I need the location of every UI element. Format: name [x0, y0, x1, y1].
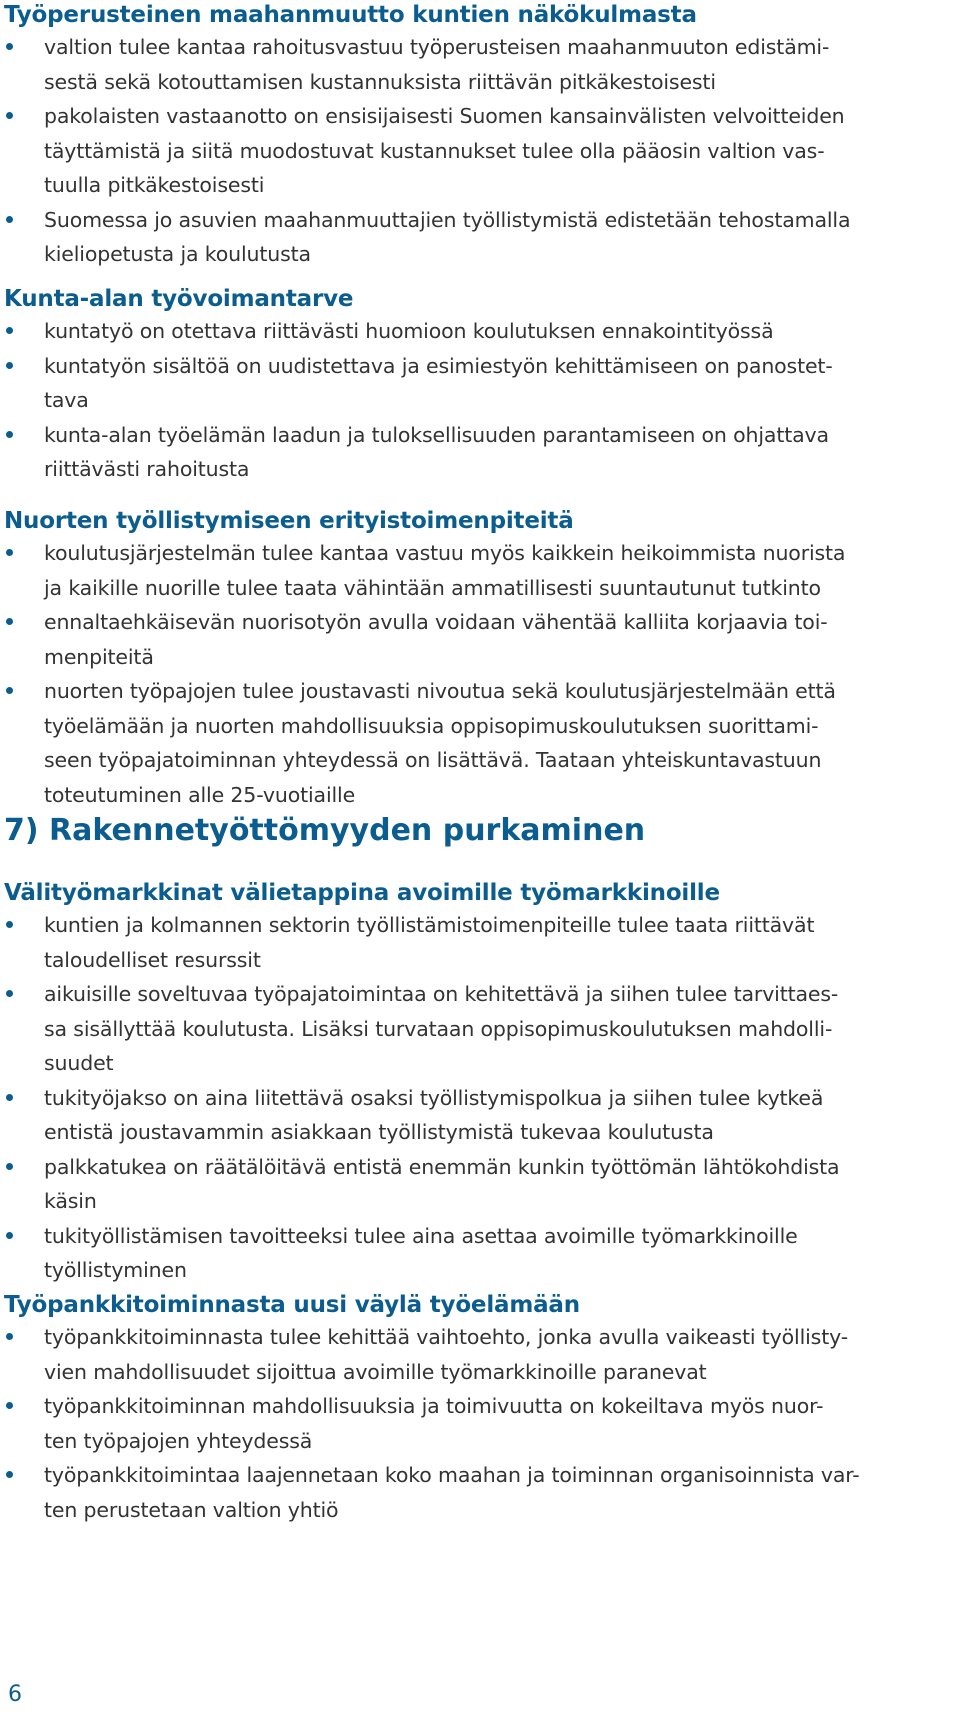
list-item — [0, 30, 960, 99]
bullet-icon — [6, 216, 13, 223]
list-item — [0, 536, 960, 605]
bullet-list — [0, 908, 960, 1288]
section-kunta-ala — [0, 284, 960, 487]
section-heading: Välityömarkkinat välietappina avoimille työmarkkinoille — [4, 880, 720, 906]
item-text-line: nuorten työpajojen tulee joustavasti nivoutua sekä koulutusjärjestelmään että — [44, 679, 836, 703]
chapter-title: 7) Rakennetyöttömyyden purkaminen — [4, 813, 646, 848]
item-text-line: työllistyminen — [44, 1258, 187, 1282]
list-item — [0, 1458, 960, 1527]
item-text-line: Suomessa jo asuvien maahanmuuttajien työllistymistä edistetään tehostamalla — [44, 207, 851, 232]
bullet-icon — [6, 1471, 13, 1478]
bullet-icon — [6, 1232, 13, 1239]
list-item — [0, 1389, 960, 1458]
item-text-line: työpankkitoimintaa laajennetaan koko maahan ja toiminnan organisoinnista var- — [44, 1463, 860, 1487]
item-text-line: riittävästi rahoitusta — [44, 457, 250, 481]
bullet-icon — [6, 1094, 13, 1101]
bullet-icon — [6, 990, 13, 997]
item-text-line: tukityöjakso on aina liitettävä osaksi työllistymispolkua ja siihen tulee kytkeä — [44, 1085, 824, 1110]
bullet-icon — [6, 362, 13, 369]
bullet-list — [0, 536, 960, 812]
item-text-line: palkkatukea on räätälöitävä entistä enemmän kunkin työttömän lähtökohdista — [44, 1154, 840, 1179]
list-item — [0, 1150, 960, 1219]
bullet-icon — [6, 1333, 13, 1340]
list-item — [0, 1320, 960, 1389]
item-text-line: seen työpajatoiminnan yhteydessä on lisättävä. Taataan yhteiskuntavastuun — [44, 748, 822, 772]
item-text-line: suudet — [44, 1051, 114, 1075]
item-text-line: sestä sekä kotouttamisen kustannuksista riittävän pitkäkestoisesti — [44, 69, 716, 94]
section-heading: Työperusteinen maahanmuutto kuntien näkökulmasta — [4, 2, 697, 28]
item-text-line: toteutuminen alle 25-vuotiaille — [44, 782, 356, 807]
section-valityomarkkinat — [0, 878, 960, 1288]
bullet-list — [0, 314, 960, 487]
item-text-line: tuulla pitkäkestoisesti — [44, 173, 265, 197]
list-item — [0, 314, 960, 349]
item-text-line: vien mahdollisuudet sijoittua avoimille työmarkkinoille paranevat — [44, 1359, 707, 1384]
item-text-line: entistä joustavammin asiakkaan työllistymistä tukevaa koulutusta — [44, 1120, 714, 1144]
list-item — [0, 349, 960, 418]
item-text-line: työpankkitoiminnasta tulee kehittää vaihtoehto, jonka avulla vaikeasti työllisty- — [44, 1325, 848, 1349]
item-text-line: tukityöllistämisen tavoitteeksi tulee aina asettaa avoimille työmarkkinoille — [44, 1223, 798, 1248]
bullet-icon — [6, 327, 13, 334]
item-text-line: aikuisille soveltuvaa työpajatoimintaa on kehitettävä ja siihen tulee tarvittaes- — [44, 982, 839, 1006]
item-text-line: koulutusjärjestelmän tulee kantaa vastuu myös kaikkein heikoimmista nuorista — [44, 541, 846, 565]
item-text-line: käsin — [44, 1189, 97, 1213]
list-item — [0, 418, 960, 487]
page-number: 6 — [8, 1682, 22, 1707]
bullet-icon — [6, 618, 13, 625]
list-item — [0, 605, 960, 674]
bullet-icon — [6, 687, 13, 694]
section-heading: Nuorten työllistymiseen erityistoimenpiteitä — [4, 508, 574, 534]
list-item — [0, 908, 960, 977]
item-text-line: kuntatyö on otettava riittävästi huomioon koulutuksen ennakointityössä — [44, 319, 774, 343]
bullet-list — [0, 1320, 960, 1527]
section-heading: Työpankkitoiminnasta uusi väylä työelämään — [4, 1292, 580, 1318]
list-item — [0, 99, 960, 203]
item-text-line: työpankkitoiminnan mahdollisuuksia ja toimivuutta on kokeiltava myös nuor- — [44, 1394, 824, 1418]
bullet-icon — [6, 431, 13, 438]
item-text-line: ennaltaehkäisevän nuorisotyön avulla voidaan vähentää kalliita korjaavia toi- — [44, 610, 828, 634]
item-text-line: kieliopetusta ja koulutusta — [44, 242, 311, 266]
list-item — [0, 203, 960, 272]
section-tyopankki — [0, 1290, 960, 1527]
item-text-line: ten työpajojen yhteydessä — [44, 1428, 313, 1453]
section-heading: Kunta-alan työvoimantarve — [4, 286, 354, 312]
section-maahanmuutto — [0, 0, 960, 272]
bullet-list — [0, 30, 960, 272]
section-nuoret — [0, 506, 960, 812]
bullet-icon — [6, 43, 13, 50]
bullet-icon — [6, 1163, 13, 1170]
item-text-line: työelämään ja nuorten mahdollisuuksia oppisopimuskoulutuksen suorittami- — [44, 713, 819, 738]
item-text-line: täyttämistä ja siitä muodostuvat kustannukset tulee olla pääosin valtion vas- — [44, 138, 825, 163]
bullet-icon — [6, 112, 13, 119]
item-text-line: menpiteitä — [44, 644, 154, 669]
bullet-icon — [6, 549, 13, 556]
item-text-line: tava — [44, 388, 89, 412]
item-text-line: ten perustetaan valtion yhtiö — [44, 1497, 339, 1522]
item-text-line: pakolaisten vastaanotto on ensisijaisesti Suomen kansainvälisten velvoitteiden — [44, 104, 845, 128]
item-text-line: kunta-alan työelämän laadun ja tuloksellisuuden parantamiseen on ohjattava — [44, 422, 829, 447]
item-text-line: taloudelliset resurssit — [44, 947, 261, 972]
item-text-line: kuntien ja kolmannen sektorin työllistämistoimenpiteille tulee taata riittävät — [44, 913, 815, 937]
bullet-icon — [6, 921, 13, 928]
list-item — [0, 1219, 960, 1288]
item-text-line: sa sisällyttää koulutusta. Lisäksi turvataan oppisopimuskoulutuksen mahdolli- — [44, 1016, 833, 1041]
list-item — [0, 1081, 960, 1150]
list-item — [0, 977, 960, 1081]
bullet-icon — [6, 1402, 13, 1409]
item-text-line: kuntatyön sisältöä on uudistettava ja esimiestyön kehittämiseen on panostet- — [44, 353, 833, 378]
item-text-line: ja kaikille nuorille tulee taata vähintään ammatillisesti suuntautunut tutkinto — [44, 575, 821, 600]
list-item — [0, 674, 960, 812]
item-text-line: valtion tulee kantaa rahoitusvastuu työperusteisen maahanmuuton edistämi- — [44, 35, 830, 59]
